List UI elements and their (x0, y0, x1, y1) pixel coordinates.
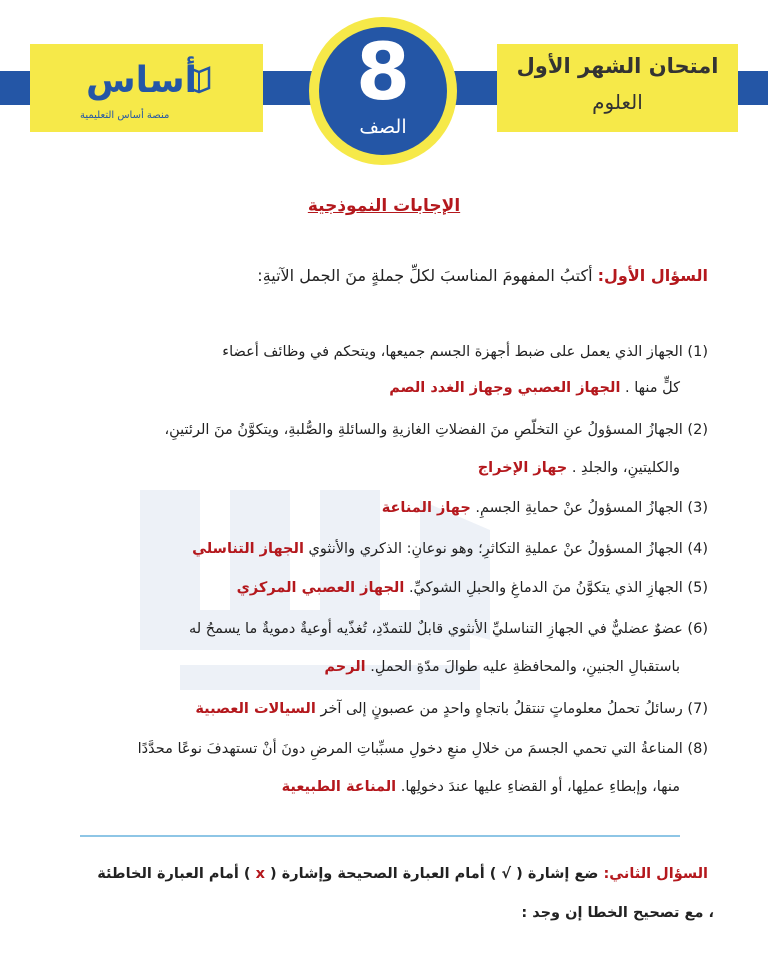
x-mark: x (255, 866, 265, 882)
item-text: المناعةُ التي تحمي الجسمَ من خلالِ منعِ دخولِ مسبِّباتِ المرضِ دونَ أنْ تستهدفَ نوعًا محدَّدًا (137, 741, 683, 757)
item-text: الجهازِ الذي يتكوَّنُ منَ الدماغِ والحبلِ الشوكيِّ. (408, 580, 683, 596)
section-divider (80, 835, 680, 837)
item-text: الجهاز الذي يعمل على ضبط أجهزة الجسم جميعها، ويتحكم في وظائف أعضاء (222, 344, 683, 360)
item-text: باستقبالِ الجنينِ، والمحافظةِ عليه طوالَ مدّةِ الحملِ. (370, 659, 680, 675)
list-item (164, 422, 708, 438)
item-text: والكليتينِ، والجلدِ . (571, 460, 680, 476)
logo-plate (30, 44, 263, 132)
item-text: الجهازُ المسؤولُ عنْ حمايةِ الجسمِ. (475, 500, 683, 516)
item-text: رسائلُ تحملُ معلوماتٍ تنتقلُ باتجاهٍ واحدٍ من عصبونٍ إلى آخر (320, 701, 683, 717)
logo-word: أساس (86, 60, 197, 101)
item-number: (2) (687, 422, 708, 438)
grade-label: الصف (359, 116, 407, 138)
list-item-continuation (282, 779, 680, 795)
item-answer: الجهاز العصبي المركزي (236, 580, 405, 596)
item-answer: السيالات العصبية (195, 701, 316, 717)
logo-tagline: منصة أساس التعليمية (80, 110, 170, 121)
list-item (192, 541, 708, 557)
item-text: منها، وإبطاءِ عملِها، أو القضاءِ عليها عندَ دخولِها. (400, 779, 680, 795)
question2-label: السؤال الثاني: (603, 866, 708, 882)
item-text: الجهازُ المسؤولُ عنِ التخلّصِ منَ الفضلاتِ الغازيةِ والسائلةِ والصُّلبةِ، ويتكوَّنُ منَ الرئتينِ، (164, 422, 683, 438)
item-text: عضوٌ عضليٌّ في الجهازِ التناسليِّ الأنثوي قابلٌ للتمدّدِ، تُغذّيه أوعيةٌ دمويةٌ ما يسمحُ له (188, 621, 683, 637)
item-answer: جهاز المناعة (381, 500, 471, 516)
grade-number: 8 (355, 28, 411, 118)
item-number: (1) (687, 344, 708, 360)
question2-subline: ، مع تصحيح الخطا إن وجد : (521, 905, 714, 921)
question2-part-c: ) أمام العبارة الخاطئة (97, 866, 251, 882)
item-text: الجهازُ المسؤولُ عنْ عمليةِ التكاثرِ؛ وهو نوعانِ: الذكري والأنثوي (308, 541, 683, 557)
item-number: (8) (687, 741, 708, 757)
item-answer: جهاز الإخراج (477, 460, 568, 476)
list-item-continuation (324, 659, 680, 675)
item-number: (6) (687, 621, 708, 637)
list-item-continuation (478, 460, 680, 476)
question1-label: السؤال الأول: (597, 266, 708, 285)
list-item (189, 621, 708, 637)
book-icon (186, 64, 212, 94)
item-answer: المناعة الطبيعية (281, 779, 397, 795)
list-item (222, 344, 708, 360)
list-item (237, 580, 708, 596)
list-item (138, 741, 708, 757)
list-item-continuation (389, 380, 680, 396)
item-number: (4) (687, 541, 708, 557)
question2-part-a: ضع إشارة ( (516, 866, 599, 882)
exam-subject: العلوم (592, 90, 643, 114)
exam-title-plate (497, 44, 738, 132)
list-item (195, 701, 708, 717)
question1-heading (257, 266, 708, 285)
answers-title: الإجابات النموذجية (307, 196, 461, 216)
question2-heading (97, 866, 708, 882)
item-text: كلٍّ منها . (625, 380, 680, 396)
asas-logo (68, 54, 228, 124)
check-mark: √ (501, 866, 512, 882)
question2-part-b: ) أمام العبارة الصحيحة وإشارة ( (270, 866, 497, 882)
question1-prompt: أكتبُ المفهومَ المناسبَ لكلِّ جملةٍ منَ الجمل الآتيةِ: (257, 266, 593, 285)
item-number: (3) (687, 500, 708, 516)
item-number: (5) (687, 580, 708, 596)
item-answer: الجهاز التناسلي (192, 541, 304, 557)
exam-title: امتحان الشهر الأول (516, 54, 719, 78)
item-answer: الرحم (324, 659, 366, 675)
list-item (382, 500, 708, 516)
item-number: (7) (687, 701, 708, 717)
item-answer: الجهاز العصبي وجهاز الغدد الصم (389, 380, 621, 396)
